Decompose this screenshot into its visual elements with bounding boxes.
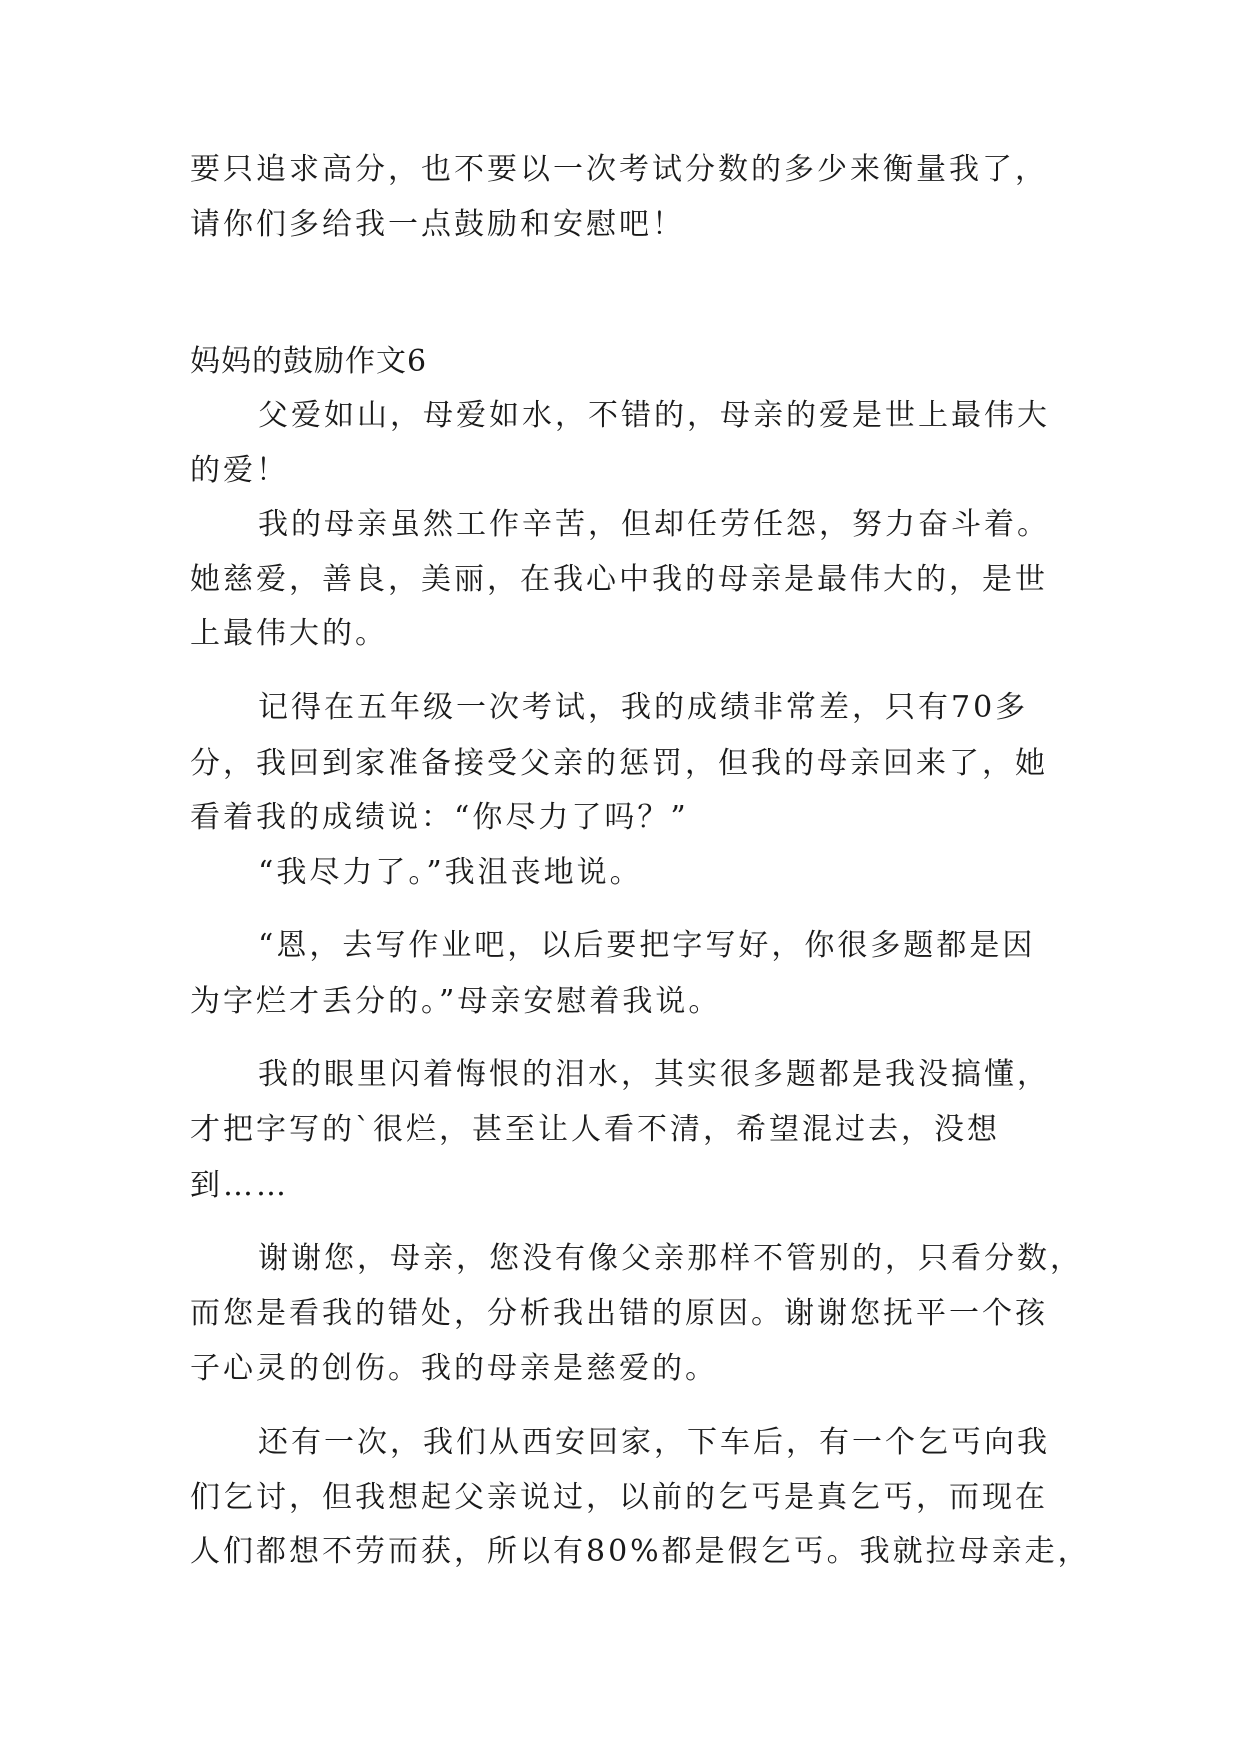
text-line: 才把字写的`很烂，甚至让人看不清，希望混过去，没想 <box>190 1112 1000 1147</box>
text-line: 看着我的成绩说：“你尽力了吗？” <box>190 800 689 835</box>
text-line: 人们都想不劳而获，所以有80%都是假乞丐。我就拉母亲走， <box>190 1534 1091 1569</box>
section-title: 妈妈的鼓励作文6 <box>190 344 428 379</box>
paragraph-line: 我的母亲虽然工作辛苦，但却任劳任怨，努力奋斗着。 <box>258 507 1050 542</box>
text-line: 为字烂才丢分的。”母亲安慰着我说。 <box>190 984 722 1019</box>
text-line: 子心灵的创伤。我的母亲是慈爱的。 <box>190 1351 718 1386</box>
text-line: 请你们多给我一点鼓励和安慰吧！ <box>190 207 685 242</box>
text-line: 们乞讨，但我想起父亲说过，以前的乞丐是真乞丐，而现在 <box>190 1480 1048 1515</box>
text-line: 她慈爱，善良，美丽，在我心中我的母亲是最伟大的，是世 <box>190 562 1048 597</box>
paragraph-line: “我尽力了。”我沮丧地说。 <box>258 855 643 890</box>
paragraph-line: 父爱如山，母爱如水，不错的，母亲的爱是世上最伟大 <box>258 398 1050 433</box>
paragraph-line: 我的眼里闪着悔恨的泪水，其实很多题都是我没搞懂， <box>258 1057 1050 1092</box>
text-line: 到…… <box>190 1168 289 1203</box>
text-line: 而您是看我的错处，分析我出错的原因。谢谢您抚平一个孩 <box>190 1296 1048 1331</box>
text-line: 要只追求高分，也不要以一次考试分数的多少来衡量我了， <box>190 152 1048 187</box>
text-line: 上最伟大的。 <box>190 616 388 651</box>
text-line: 的爱！ <box>190 453 289 488</box>
paragraph-line: 谢谢您，母亲，您没有像父亲那样不管别的，只看分数， <box>258 1241 1083 1276</box>
text-line: 分，我回到家准备接受父亲的惩罚，但我的母亲回来了，她 <box>190 746 1048 781</box>
paragraph-line: “恩，去写作业吧，以后要把字写好，你很多题都是因 <box>258 928 1036 963</box>
paragraph-line: 记得在五年级一次考试，我的成绩非常差，只有70多 <box>258 690 1029 725</box>
paragraph-line: 还有一次，我们从西安回家，下车后，有一个乞丐向我 <box>258 1425 1050 1460</box>
